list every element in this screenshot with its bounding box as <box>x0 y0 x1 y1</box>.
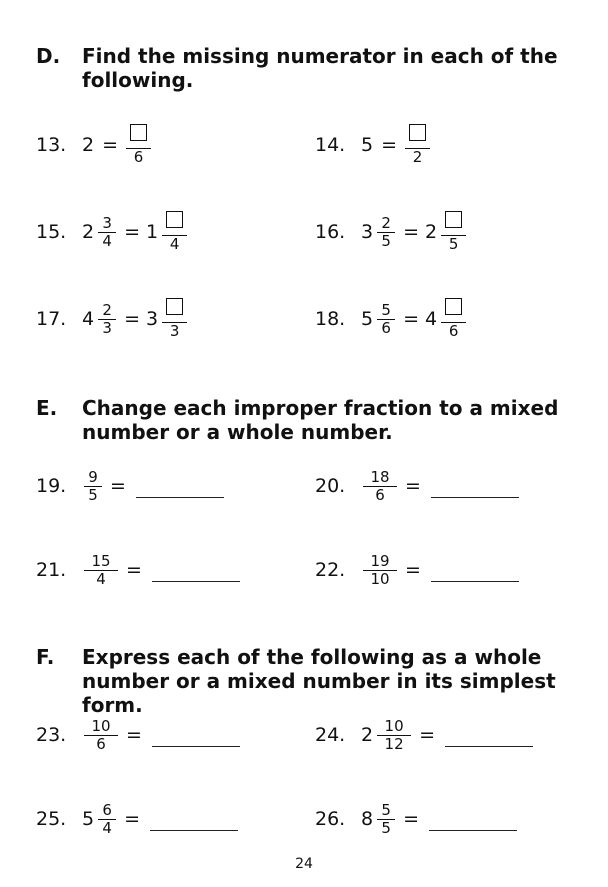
equals-sign: = <box>124 308 141 330</box>
whole-number: 4 <box>82 308 95 330</box>
section-e-letter: E. <box>36 396 58 420</box>
numerator: 19 <box>363 553 397 571</box>
problem-17 <box>36 294 189 344</box>
problem-25 <box>36 794 238 844</box>
numerator: 5 <box>377 802 395 820</box>
whole-number: 3 <box>361 221 374 243</box>
numerator: 15 <box>84 553 118 571</box>
equals-sign: = <box>403 308 420 330</box>
equals-sign: = <box>124 221 141 243</box>
equals-sign: = <box>403 221 420 243</box>
problem-15 <box>36 207 189 257</box>
fraction <box>98 215 116 250</box>
problem-number: 18. <box>315 308 346 330</box>
answer-blank[interactable] <box>431 496 519 498</box>
equals-sign: = <box>419 724 436 746</box>
numerator: 2 <box>377 215 395 233</box>
answer-box[interactable] <box>445 298 462 315</box>
numerator: 6 <box>98 802 116 820</box>
denominator: 6 <box>448 322 459 340</box>
denominator: 10 <box>370 569 390 588</box>
denominator: 5 <box>448 235 459 253</box>
equals-sign: = <box>381 134 398 156</box>
denominator: 5 <box>381 231 391 250</box>
denominator: 6 <box>375 485 385 504</box>
numerator: 2 <box>98 302 116 320</box>
denominator: 2 <box>412 148 423 166</box>
section-f-letter: F. <box>36 645 55 669</box>
numerator: 18 <box>363 469 397 487</box>
rhs-whole-number: 4 <box>425 308 438 330</box>
problem-number: 20. <box>315 475 346 497</box>
denominator: 4 <box>102 231 112 250</box>
answer-fraction <box>162 211 187 253</box>
whole-number: 2 <box>361 724 374 746</box>
denominator: 6 <box>381 318 391 337</box>
fraction <box>84 553 118 588</box>
fraction <box>377 718 411 753</box>
problem-number: 17. <box>36 308 67 330</box>
fraction <box>363 469 397 504</box>
problem-24 <box>315 710 533 760</box>
problem-number: 23. <box>36 724 67 746</box>
problem-13 <box>36 120 153 170</box>
numerator: 9 <box>84 469 102 487</box>
rhs-whole-number: 2 <box>425 221 438 243</box>
answer-blank[interactable] <box>150 829 238 831</box>
equals-sign: = <box>403 808 420 830</box>
section-e-title: Change each improper fraction to a mixed number or a whole number. <box>82 396 559 444</box>
numerator: 10 <box>84 718 118 736</box>
fraction <box>98 302 116 337</box>
equals-sign: = <box>405 475 421 497</box>
problem-20 <box>315 461 519 511</box>
section-d-title: Find the missing numerator in each of the following. <box>82 44 558 92</box>
problem-number: 19. <box>36 475 67 497</box>
answer-blank[interactable] <box>429 829 517 831</box>
whole-number: 2 <box>82 221 95 243</box>
answer-fraction <box>441 298 466 340</box>
answer-blank[interactable] <box>431 580 519 582</box>
fraction <box>363 553 397 588</box>
denominator: 4 <box>169 235 180 253</box>
section-d-letter: D. <box>36 44 61 68</box>
problem-23 <box>36 710 240 760</box>
whole-number: 8 <box>361 808 374 830</box>
problem-number: 13. <box>36 134 67 156</box>
numerator: 10 <box>377 718 411 736</box>
denominator: 4 <box>96 569 106 588</box>
problem-18 <box>315 294 468 344</box>
denominator: 5 <box>88 485 98 504</box>
problem-21 <box>36 545 240 595</box>
answer-fraction <box>441 211 466 253</box>
problem-number: 14. <box>315 134 346 156</box>
answer-box[interactable] <box>445 211 462 228</box>
numerator: 5 <box>377 302 395 320</box>
denominator: 3 <box>169 322 180 340</box>
denominator: 6 <box>133 148 144 166</box>
page-number: 24 <box>295 856 313 872</box>
whole-number: 5 <box>361 308 374 330</box>
problem-number: 16. <box>315 221 346 243</box>
answer-box[interactable] <box>130 124 147 141</box>
answer-box[interactable] <box>166 298 183 315</box>
equals-sign: = <box>124 808 141 830</box>
problem-22 <box>315 545 519 595</box>
rhs-whole-number: 1 <box>146 221 159 243</box>
denominator: 6 <box>96 734 106 753</box>
fraction <box>84 718 118 753</box>
answer-blank[interactable] <box>445 745 533 747</box>
fraction <box>84 469 102 504</box>
answer-fraction <box>405 124 430 166</box>
fraction <box>377 802 395 837</box>
answer-fraction <box>126 124 151 166</box>
problem-number: 26. <box>315 808 346 830</box>
equals-sign: = <box>110 475 126 497</box>
problem-16 <box>315 207 468 257</box>
problem-number: 22. <box>315 559 346 581</box>
problem-number: 24. <box>315 724 346 746</box>
whole-number: 5 <box>361 134 374 156</box>
equals-sign: = <box>405 559 421 581</box>
answer-box[interactable] <box>166 211 183 228</box>
answer-fraction <box>162 298 187 340</box>
equals-sign: = <box>126 559 142 581</box>
denominator: 4 <box>102 818 112 837</box>
answer-blank[interactable] <box>152 745 240 747</box>
whole-number: 2 <box>82 134 95 156</box>
equals-sign: = <box>102 134 119 156</box>
denominator: 3 <box>102 318 112 337</box>
whole-number: 5 <box>82 808 95 830</box>
fraction <box>98 802 116 837</box>
answer-blank[interactable] <box>152 580 240 582</box>
problem-number: 15. <box>36 221 67 243</box>
numerator: 3 <box>98 215 116 233</box>
equals-sign: = <box>126 724 142 746</box>
fraction <box>377 302 395 337</box>
rhs-whole-number: 3 <box>146 308 159 330</box>
problem-19 <box>36 461 224 511</box>
problem-number: 21. <box>36 559 67 581</box>
denominator: 12 <box>384 734 404 753</box>
answer-blank[interactable] <box>136 496 224 498</box>
section-f-title: Express each of the following as a whole number or a mixed number in its simplest form. <box>82 645 556 717</box>
problem-number: 25. <box>36 808 67 830</box>
problem-26 <box>315 794 517 844</box>
fraction <box>377 215 395 250</box>
answer-box[interactable] <box>409 124 426 141</box>
problem-14 <box>315 120 432 170</box>
denominator: 5 <box>381 818 391 837</box>
